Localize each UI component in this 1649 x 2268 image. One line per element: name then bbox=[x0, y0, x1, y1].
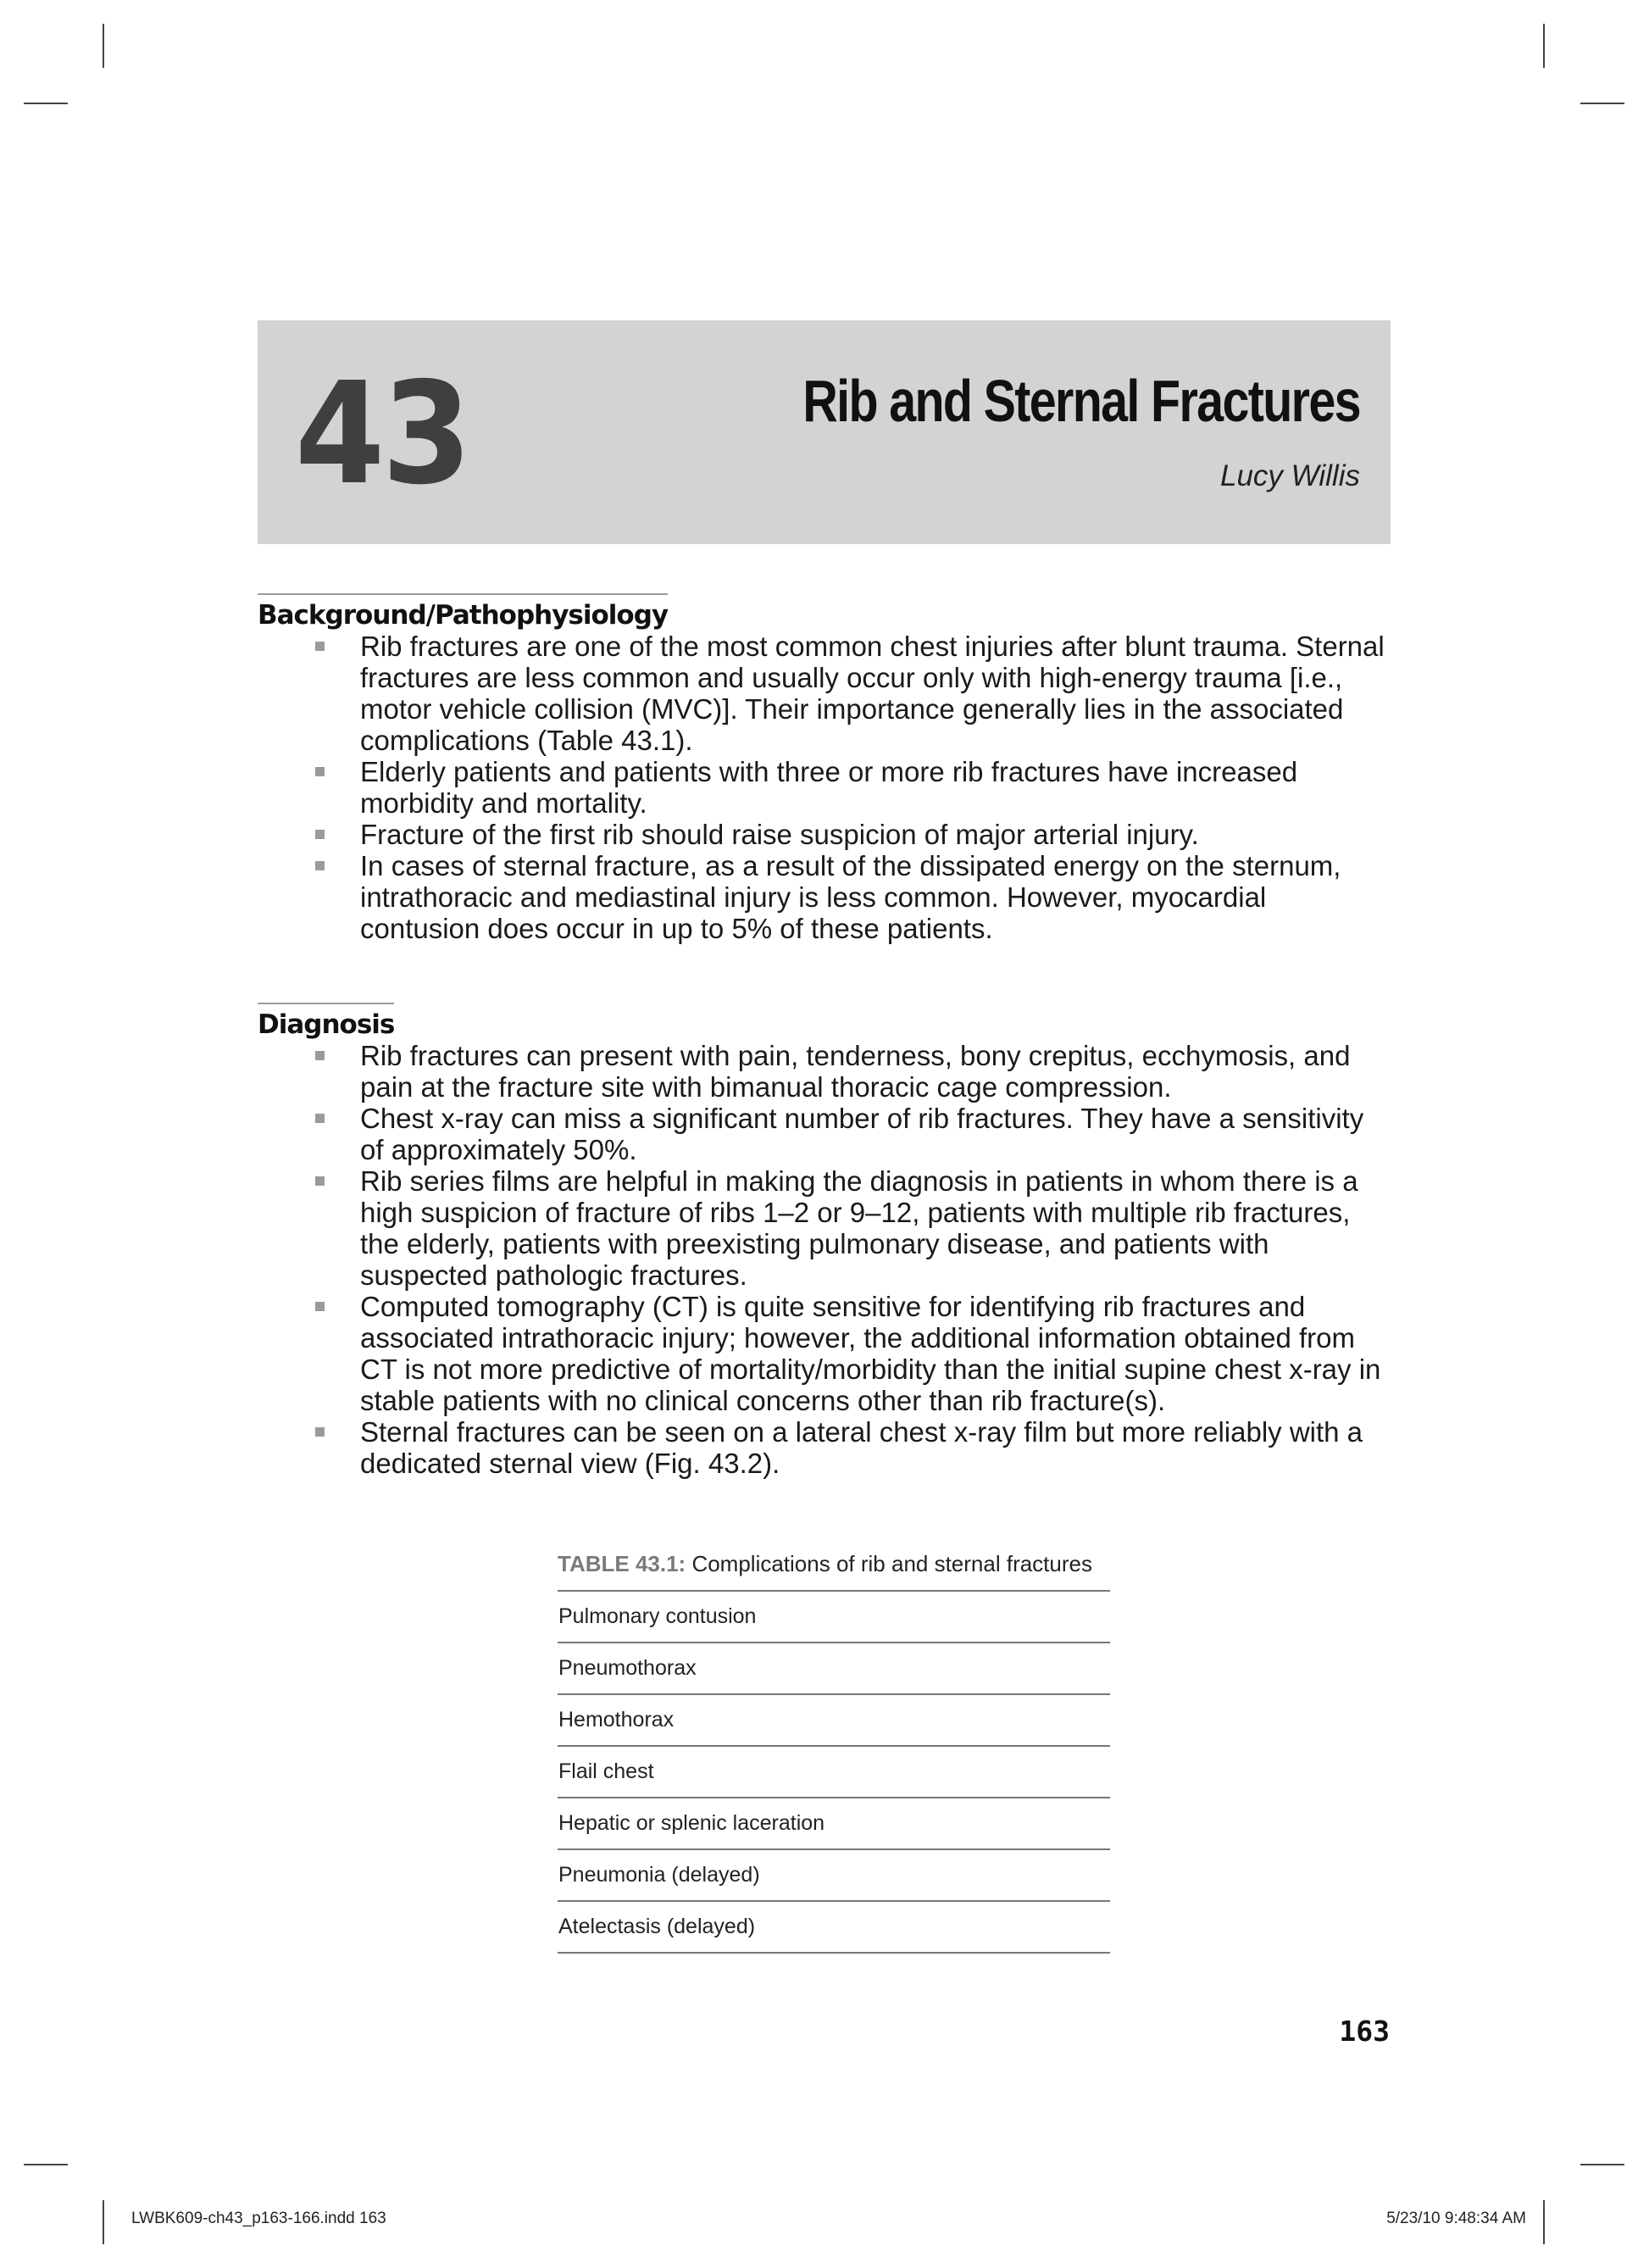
list-item bbox=[258, 756, 1391, 819]
chapter-header bbox=[258, 320, 1391, 544]
section-diagnosis bbox=[258, 1003, 1391, 1479]
bullet-square-icon bbox=[315, 861, 325, 870]
list-item bbox=[258, 819, 1391, 850]
bullet-square-icon bbox=[315, 642, 325, 651]
bullet-list bbox=[258, 631, 1391, 944]
crop-mark bbox=[103, 2200, 104, 2244]
bullet-square-icon bbox=[315, 767, 325, 776]
table-row: Flail chest bbox=[558, 1747, 1110, 1798]
table-row: Pulmonary contusion bbox=[558, 1592, 1110, 1643]
chapter-number: 43 bbox=[295, 353, 469, 516]
complications-table bbox=[558, 1549, 1110, 1954]
crop-mark bbox=[1580, 2164, 1624, 2165]
bullet-square-icon bbox=[315, 830, 325, 839]
section-background bbox=[258, 593, 1391, 944]
table-row: Pneumothorax bbox=[558, 1643, 1110, 1695]
bullet-text: Chest x-ray can miss a significant number of rib fractures. They have a sensitivity of approximately 50%. bbox=[360, 1103, 1364, 1165]
crop-mark bbox=[1543, 2200, 1545, 2244]
list-item bbox=[258, 1416, 1391, 1479]
table-caption-text: Complications of rib and sternal fractures bbox=[686, 1551, 1092, 1576]
bullet-text: Rib series films are helpful in making the diagnosis in patients in whom there is a high suspicion of fracture of ribs 1–2 or 9–12, patients with multiple rib fractures, the elderly, patients with preexisting pulmonary disease, and patients with suspected pathologic fractures. bbox=[360, 1165, 1358, 1291]
table-caption bbox=[558, 1549, 1110, 1592]
slug-file: LWBK609-ch43_p163-166.indd 163 bbox=[131, 2210, 386, 2227]
list-item bbox=[258, 850, 1391, 944]
bullet-text: Rib fractures can present with pain, tenderness, bony crepitus, ecchymosis, and pain at the fracture site with bimanual thoracic cage compression. bbox=[360, 1040, 1351, 1103]
chapter-title: Rib and Sternal Fractures bbox=[802, 368, 1360, 434]
bullet-text: Rib fractures are one of the most common chest injuries after blunt trauma. Sternal fractures are less common and usually occur only with high-energy trauma [i.e., motor vehicle collision (MVC)]. Their importance generally lies in the associated complications (Table 43.1). bbox=[360, 631, 1385, 756]
crop-mark bbox=[1580, 103, 1624, 104]
section-heading: Background/Pathophysiology bbox=[258, 593, 668, 631]
crop-mark bbox=[1543, 24, 1545, 68]
table-label: TABLE 43.1: bbox=[558, 1551, 686, 1576]
bullet-square-icon bbox=[315, 1114, 325, 1123]
list-item bbox=[258, 1103, 1391, 1165]
bullet-square-icon bbox=[315, 1302, 325, 1311]
crop-mark bbox=[103, 24, 104, 68]
chapter-author: Lucy Willis bbox=[1220, 459, 1360, 492]
table-row: Pneumonia (delayed) bbox=[558, 1850, 1110, 1902]
table-row: Hemothorax bbox=[558, 1695, 1110, 1747]
bullet-text: Fracture of the first rib should raise suspicion of major arterial injury. bbox=[360, 819, 1199, 850]
table-row: Atelectasis (delayed) bbox=[558, 1902, 1110, 1954]
bullet-text: In cases of sternal fracture, as a result of the dissipated energy on the sternum, intrathoracic and mediastinal injury is less common. However, myocardial contusion does occur in up to 5% of these patients. bbox=[360, 850, 1341, 944]
list-item bbox=[258, 1040, 1391, 1103]
bullet-text: Computed tomography (CT) is quite sensitive for identifying rib fractures and associated intrathoracic injury; however, the additional information obtained from CT is not more predictive of mortality/morbidity than the initial supine chest x-ray in stable patients with no clinical concerns other than rib fracture(s). bbox=[360, 1291, 1381, 1416]
list-item bbox=[258, 1291, 1391, 1416]
list-item bbox=[258, 631, 1391, 756]
table-row: Hepatic or splenic laceration bbox=[558, 1798, 1110, 1850]
bullet-text: Elderly patients and patients with three or more rib fractures have increased morbidity and mortality. bbox=[360, 756, 1298, 819]
crop-mark bbox=[24, 103, 68, 104]
list-item bbox=[258, 1165, 1391, 1291]
bullet-square-icon bbox=[315, 1427, 325, 1437]
bullet-text: Sternal fractures can be seen on a lateral chest x-ray film but more reliably with a dedicated sternal view (Fig. 43.2). bbox=[360, 1416, 1363, 1479]
bullet-list bbox=[258, 1040, 1391, 1479]
crop-mark bbox=[24, 2164, 68, 2165]
section-heading: Diagnosis bbox=[258, 1003, 394, 1040]
bullet-square-icon bbox=[315, 1051, 325, 1060]
slug-timestamp: 5/23/10 9:48:34 AM bbox=[1386, 2210, 1526, 2227]
bullet-square-icon bbox=[315, 1176, 325, 1186]
page-number: 163 bbox=[1339, 2015, 1390, 2048]
